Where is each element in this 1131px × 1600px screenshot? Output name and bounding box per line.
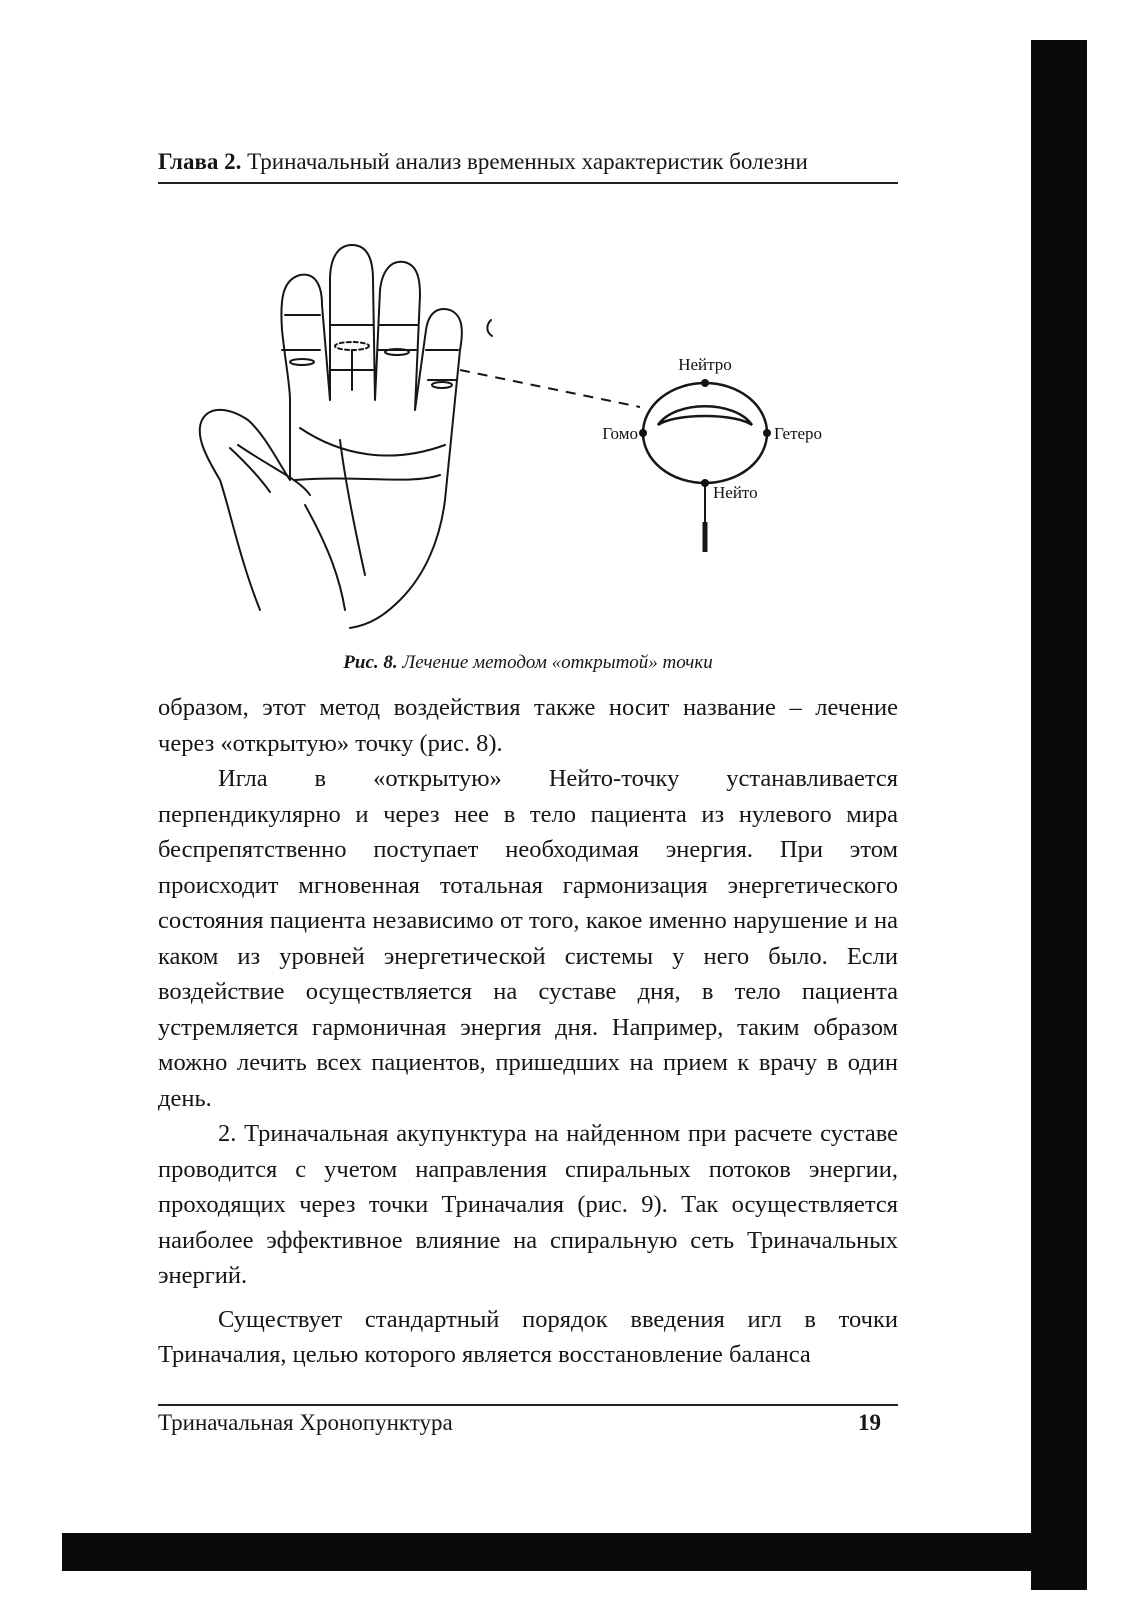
page-number: 19 xyxy=(858,1410,881,1435)
chapter-title: Триначальный анализ временных характеристик болезни xyxy=(247,149,808,174)
paragraph: 2. Триначальная акупунктура на найденном при расчете суставе проводится с учетом направления спиральных потоков энергии, проходящих через точки Триначалия (рис. 9). Так осуществляется наиболее эффективное влияние на спиральную сеть Триначальных энергий. xyxy=(158,1120,898,1289)
label-gomo: Гомо xyxy=(602,424,638,443)
scan-edge-shadow-right xyxy=(1031,40,1087,1590)
label-neitro: Нейтро xyxy=(678,355,732,374)
point-bottom-dot xyxy=(701,479,709,487)
dashed-connector xyxy=(460,370,640,407)
point-left-dot xyxy=(639,429,647,437)
joint-circle xyxy=(643,383,767,483)
joint-crescent xyxy=(658,406,752,425)
footer-rule xyxy=(158,1404,898,1406)
chapter-label: Глава 2. xyxy=(158,149,242,174)
chapter-header xyxy=(158,149,898,175)
header-rule xyxy=(158,182,898,184)
label-neito: Нейто xyxy=(713,483,758,502)
footer-book-title: Триначальная Хронопунктура xyxy=(158,1410,453,1435)
paragraph: Игла в «открытую» Нейто-точку устанавливается перпендикулярно и через нее в тело пациента из нулевого мира беспрепятственно поступает необходимая энергия. При этом происходит мгновенная тотальная гармонизация энергетического состояния пациента независимо от того, какое именно нарушение и на каком из уровней энергетической системы у него было. Если воздействие осуществляется на суставе дня, в тело пациента устремляется гармоничная энергия дня. Например, таким образом можно лечить всех пациентов, пришедших на прием к врачу в один день. xyxy=(158,765,898,1112)
caption-label: Рис. 8. xyxy=(343,652,398,673)
point-right-dot xyxy=(763,429,771,437)
caption-text: Лечение методом «открытой» точки xyxy=(402,652,713,673)
paragraph: образом, этот метод воздействия также носит название – лечение через «открытую» точку (рис. 8). xyxy=(158,694,898,757)
figure-hand-diagram xyxy=(190,230,890,640)
body-text xyxy=(158,690,898,1373)
hand-outline xyxy=(200,245,462,628)
paragraph: Существует стандартный порядок введения игл в точки Триначалия, целью которого является восстановление баланса xyxy=(158,1305,898,1368)
scan-edge-shadow-bottom xyxy=(62,1533,1062,1571)
figure-caption xyxy=(158,652,898,674)
label-getero: Гетеро xyxy=(774,424,823,443)
point-top-dot xyxy=(701,379,709,387)
